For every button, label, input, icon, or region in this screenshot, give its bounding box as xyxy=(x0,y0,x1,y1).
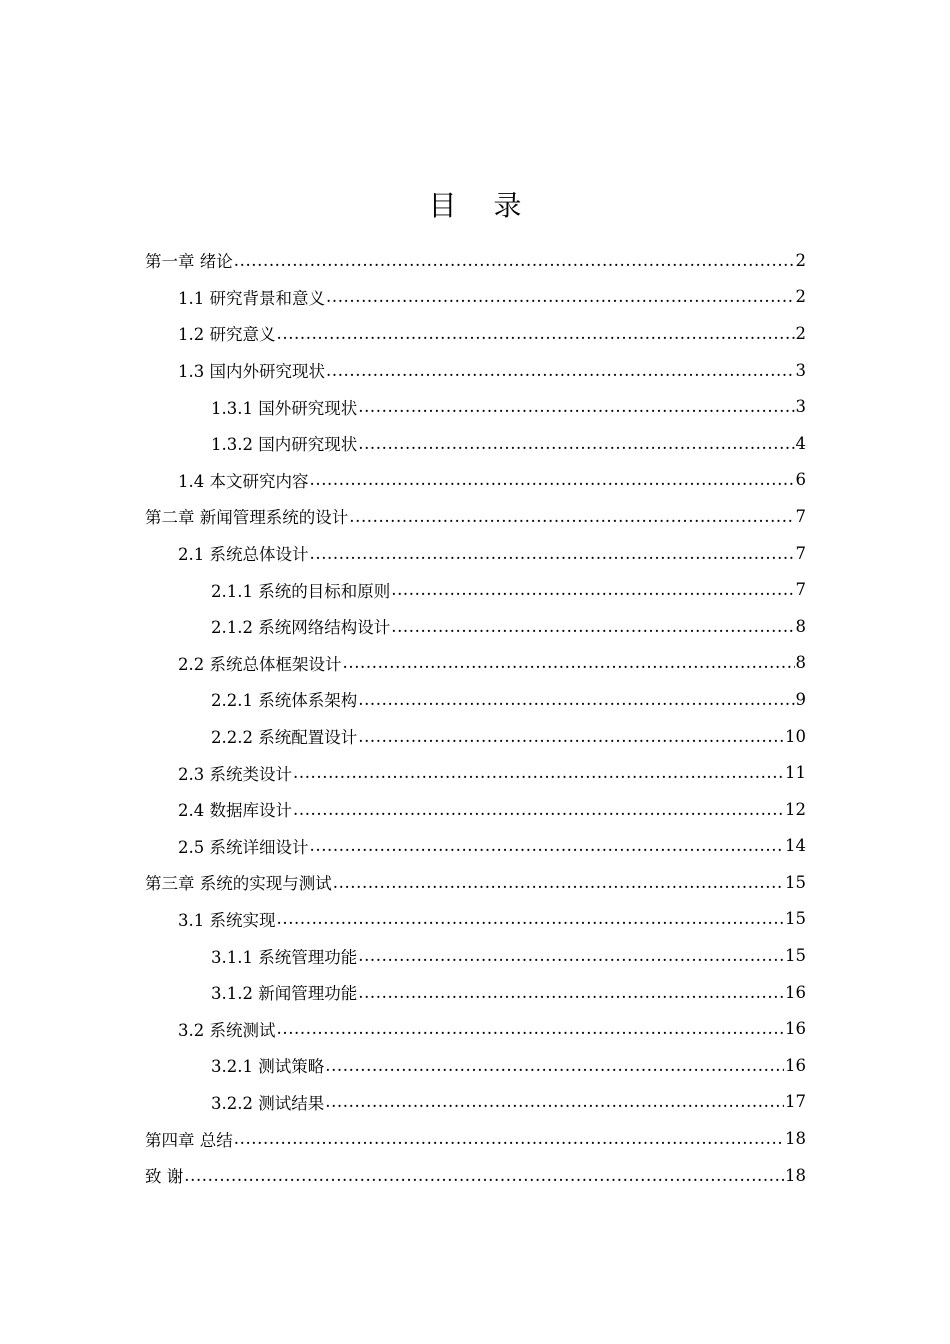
toc-entry-page: 2 xyxy=(795,287,806,307)
toc-entry[interactable] xyxy=(145,1010,806,1047)
toc-entry-page: 9 xyxy=(795,689,806,709)
toc-dot-leader xyxy=(358,727,784,746)
toc-entry-page: 15 xyxy=(785,872,806,892)
toc-entry-label: 1.4 本文研究内容 xyxy=(178,471,309,491)
toc-entry[interactable] xyxy=(145,279,806,316)
toc-dot-leader xyxy=(234,1129,784,1148)
toc-entry-label: 2.1 系统总体设计 xyxy=(178,545,309,565)
toc-dot-leader xyxy=(325,1092,784,1111)
toc-entry-label: 2.5 系统详细设计 xyxy=(178,837,309,857)
toc-entry-page: 6 xyxy=(795,470,806,490)
toc-dot-leader xyxy=(358,434,794,453)
toc-entry-label: 3.1.1 系统管理功能 xyxy=(211,947,358,967)
toc-entry[interactable] xyxy=(145,645,806,682)
toc-entry[interactable] xyxy=(145,498,806,535)
toc-dot-leader xyxy=(184,1166,784,1185)
toc-dot-leader xyxy=(310,544,795,563)
toc-dot-leader xyxy=(310,836,785,855)
toc-entry-label: 2.2.1 系统体系架构 xyxy=(211,691,358,711)
toc-entry-page: 3 xyxy=(795,397,806,417)
toc-entry-page: 10 xyxy=(785,726,806,746)
toc-entry-label: 3.1 系统实现 xyxy=(178,910,276,930)
toc-dot-leader xyxy=(293,763,784,782)
toc-entry-label: 第三章 系统的实现与测试 xyxy=(145,874,332,894)
toc-entry-page: 2 xyxy=(795,250,806,270)
toc-entry-page: 18 xyxy=(785,1165,806,1185)
toc-entry-page: 11 xyxy=(785,763,806,783)
toc-entry-page: 12 xyxy=(785,799,806,819)
toc-entry[interactable] xyxy=(145,1157,806,1194)
toc-entry[interactable] xyxy=(145,425,806,462)
toc-dot-leader xyxy=(326,287,795,306)
toc-entry[interactable] xyxy=(145,242,806,279)
toc-dot-leader xyxy=(277,1019,785,1038)
toc-entry-label: 1.2 研究意义 xyxy=(178,325,276,345)
page-title: 目 录 xyxy=(428,189,536,222)
toc-entry-label: 1.3 国内外研究现状 xyxy=(178,362,325,382)
toc-entry[interactable] xyxy=(145,937,806,974)
toc-entry-page: 7 xyxy=(795,543,806,563)
toc-entry[interactable] xyxy=(145,535,806,572)
toc-entry[interactable] xyxy=(145,901,806,938)
toc-entry-label: 第四章 总结 xyxy=(145,1130,233,1150)
toc-entry-label: 2.4 数据库设计 xyxy=(178,801,292,821)
toc-entry-label: 第二章 新闻管理系统的设计 xyxy=(145,508,349,528)
toc-entry[interactable] xyxy=(145,1047,806,1084)
toc-entry-page: 7 xyxy=(795,506,806,526)
toc-entry-label: 3.2.1 测试策略 xyxy=(211,1057,325,1077)
toc-entry[interactable] xyxy=(145,864,806,901)
toc-dot-leader xyxy=(391,580,794,599)
table-of-contents xyxy=(145,242,806,1193)
toc-entry[interactable] xyxy=(145,352,806,389)
toc-dot-leader xyxy=(277,909,785,928)
toc-dot-leader xyxy=(358,690,794,709)
toc-entry[interactable] xyxy=(145,1084,806,1121)
toc-entry[interactable] xyxy=(145,462,806,499)
toc-entry-page: 4 xyxy=(795,433,806,453)
toc-dot-leader xyxy=(391,617,794,636)
toc-entry-page: 7 xyxy=(795,580,806,600)
toc-dot-leader xyxy=(333,873,784,892)
toc-entry-page: 15 xyxy=(785,946,806,966)
toc-dot-leader xyxy=(358,946,784,965)
toc-entry[interactable] xyxy=(145,315,806,352)
toc-entry-page: 16 xyxy=(785,1055,806,1075)
toc-entry-label: 3.2.2 测试结果 xyxy=(211,1093,325,1113)
toc-entry[interactable] xyxy=(145,1120,806,1157)
toc-entry-page: 3 xyxy=(795,360,806,380)
toc-entry-label: 致 谢 xyxy=(145,1167,184,1187)
toc-entry-label: 2.1.1 系统的目标和原则 xyxy=(211,581,391,601)
toc-entry-label: 1.1 研究背景和意义 xyxy=(178,288,325,308)
toc-entry-label: 第一章 绪论 xyxy=(145,252,233,272)
toc-entry-label: 2.3 系统类设计 xyxy=(178,764,292,784)
toc-dot-leader xyxy=(234,251,795,270)
toc-dot-leader xyxy=(293,800,784,819)
toc-dot-leader xyxy=(358,397,794,416)
toc-entry[interactable] xyxy=(145,681,806,718)
toc-entry-label: 2.1.2 系统网络结构设计 xyxy=(211,618,391,638)
toc-entry[interactable] xyxy=(145,754,806,791)
toc-entry[interactable] xyxy=(145,388,806,425)
toc-entry-page: 8 xyxy=(795,653,806,673)
toc-entry[interactable] xyxy=(145,718,806,755)
toc-entry-label: 1.3.1 国外研究现状 xyxy=(211,398,358,418)
toc-entry-page: 16 xyxy=(785,1019,806,1039)
toc-entry-label: 3.1.2 新闻管理功能 xyxy=(211,984,358,1004)
toc-dot-leader xyxy=(343,653,795,672)
toc-dot-leader xyxy=(358,983,784,1002)
toc-dot-leader xyxy=(325,1056,784,1075)
toc-dot-leader xyxy=(310,470,795,489)
toc-entry-page: 15 xyxy=(785,909,806,929)
toc-entry-page: 16 xyxy=(785,982,806,1002)
toc-entry-label: 2.2 系统总体框架设计 xyxy=(178,654,342,674)
toc-entry-page: 2 xyxy=(795,323,806,343)
toc-entry[interactable] xyxy=(145,791,806,828)
toc-entry-page: 8 xyxy=(795,616,806,636)
toc-entry-page: 18 xyxy=(785,1129,806,1149)
toc-entry-page: 14 xyxy=(785,836,806,856)
toc-entry[interactable] xyxy=(145,974,806,1011)
toc-entry[interactable] xyxy=(145,571,806,608)
toc-entry-label: 2.2.2 系统配置设计 xyxy=(211,728,358,748)
toc-entry-page: 17 xyxy=(785,1092,806,1112)
toc-dot-leader xyxy=(349,507,794,526)
toc-entry-label: 1.3.2 国内研究现状 xyxy=(211,435,358,455)
toc-entry-label: 3.2 系统测试 xyxy=(178,1020,276,1040)
toc-entry[interactable] xyxy=(145,608,806,645)
toc-entry[interactable] xyxy=(145,828,806,865)
toc-dot-leader xyxy=(277,324,795,343)
toc-dot-leader xyxy=(326,361,795,380)
